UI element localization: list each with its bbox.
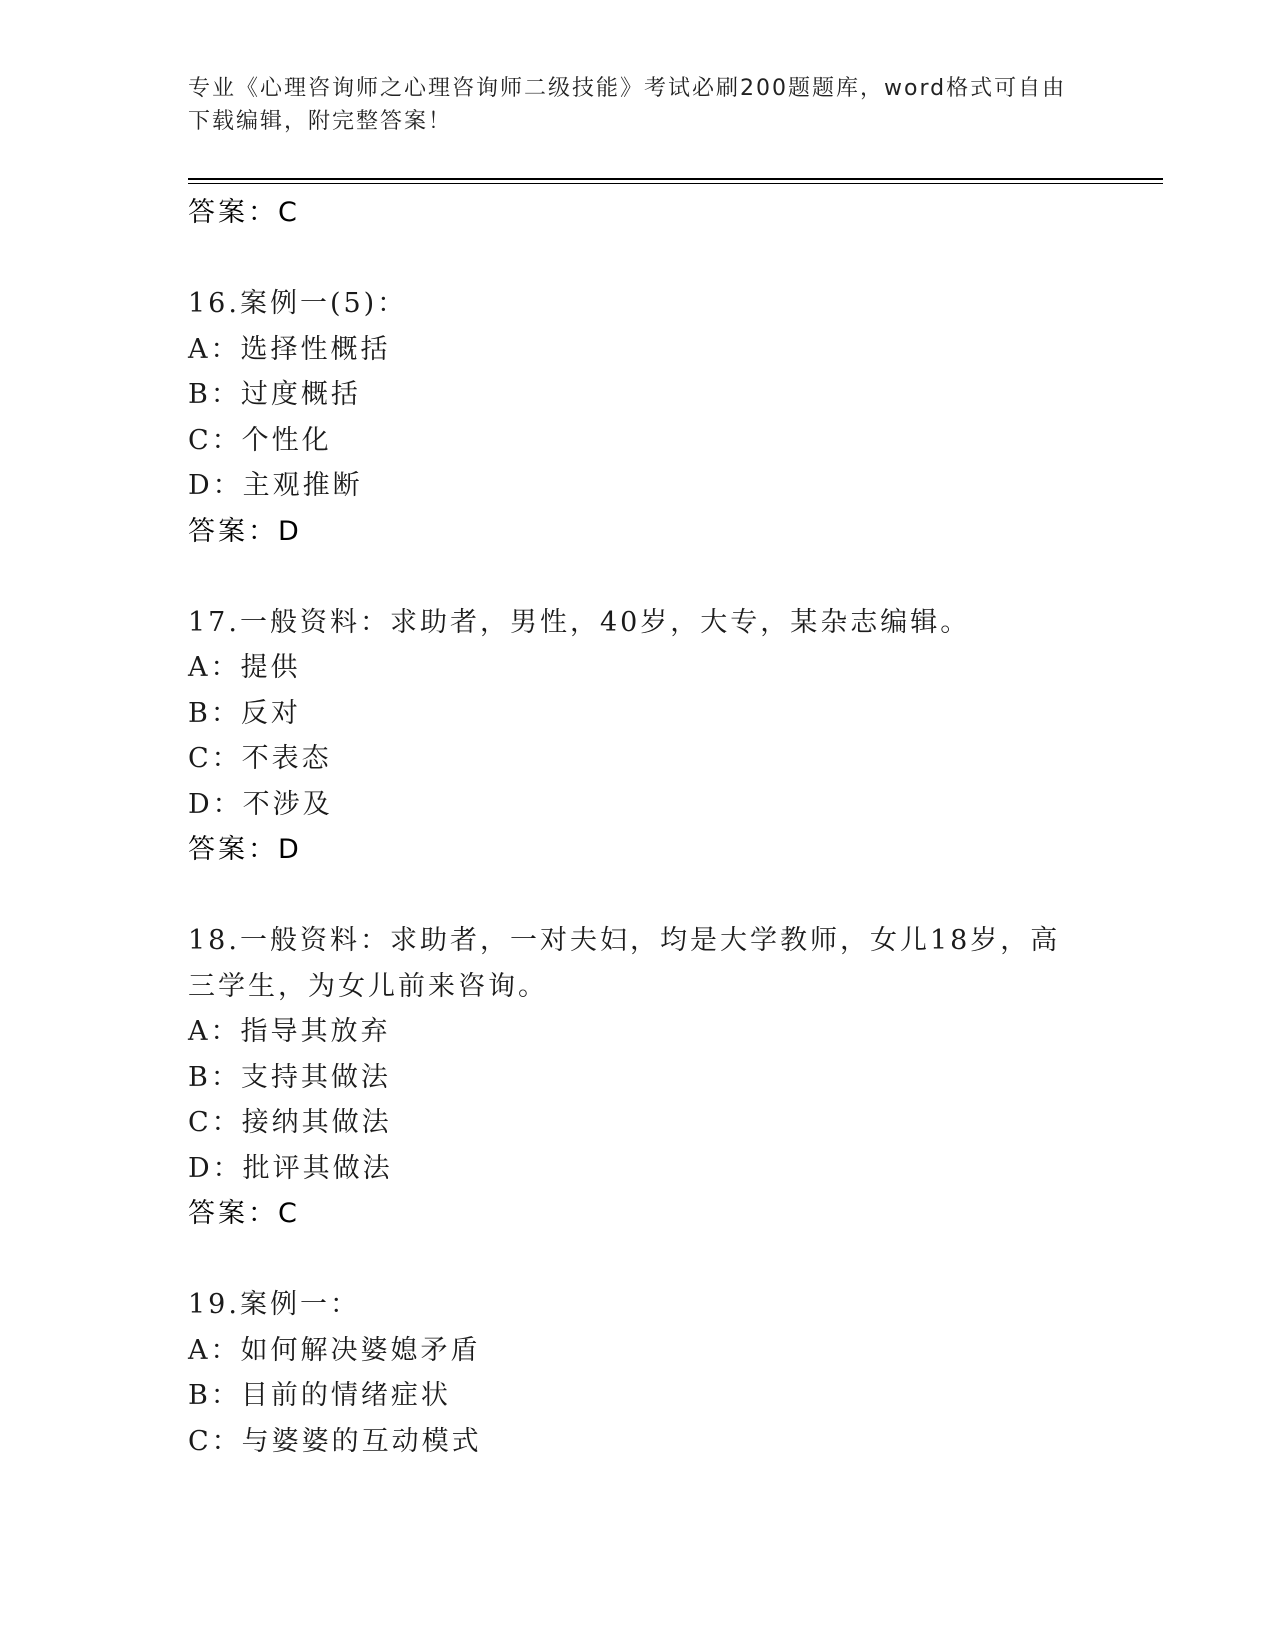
question-block: [188, 1282, 1088, 1464]
question-title: 17.一般资料：求助者，男性，40岁，大专，某杂志编辑。: [188, 606, 971, 638]
spacer: [188, 873, 1088, 919]
question-option: C：接纳其做法: [188, 1107, 392, 1138]
question-option: D：主观推断: [188, 470, 363, 501]
question-option: C：与婆婆的互动模式: [188, 1425, 482, 1457]
question-option: A：如何解决婆媳矛盾: [188, 1334, 481, 1366]
question-content: [188, 190, 1088, 1464]
question-option: B：过度概括: [188, 379, 361, 410]
question-option: C：不表态: [188, 743, 332, 774]
spacer: [188, 236, 1088, 282]
question-title: 16.案例一(5)：: [188, 288, 408, 319]
question-block: [188, 281, 1088, 554]
question-option: A：指导其放弃: [188, 1016, 391, 1047]
question-option: A：提供: [188, 652, 301, 683]
question-answer: 答案：D: [188, 834, 302, 865]
question-option: B：反对: [188, 697, 301, 729]
header-divider-thin: [188, 183, 1163, 184]
question-option: B：支持其做法: [188, 1061, 391, 1093]
question-block: [188, 918, 1088, 1237]
document-header: 专业《心理咨询师之心理咨询师二级技能》考试必刷200题题库，word格式可自由下载编辑，附完整答案！: [188, 76, 1067, 134]
header-divider-thick: [188, 178, 1163, 180]
question-answer: 答案：C: [188, 1198, 300, 1229]
question-option: B：目前的情绪症状: [188, 1380, 451, 1411]
spacer: [188, 554, 1088, 600]
question-block: [188, 600, 1088, 873]
question-option: D：不涉及: [188, 788, 333, 820]
question-title: 18.一般资料：求助者，一对夫妇，均是大学教师，女儿18岁，高三学生，为女儿前来咨询。: [188, 925, 1061, 1002]
question-title: 19.案例一：: [188, 1289, 360, 1320]
question-option: A：选择性概括: [188, 333, 391, 365]
spacer: [188, 1237, 1088, 1283]
question-answer: 答案：D: [188, 515, 302, 547]
question-option: D：批评其做法: [188, 1152, 393, 1184]
question-option: C：个性化: [188, 424, 332, 456]
previous-answer: 答案：C: [188, 197, 300, 228]
